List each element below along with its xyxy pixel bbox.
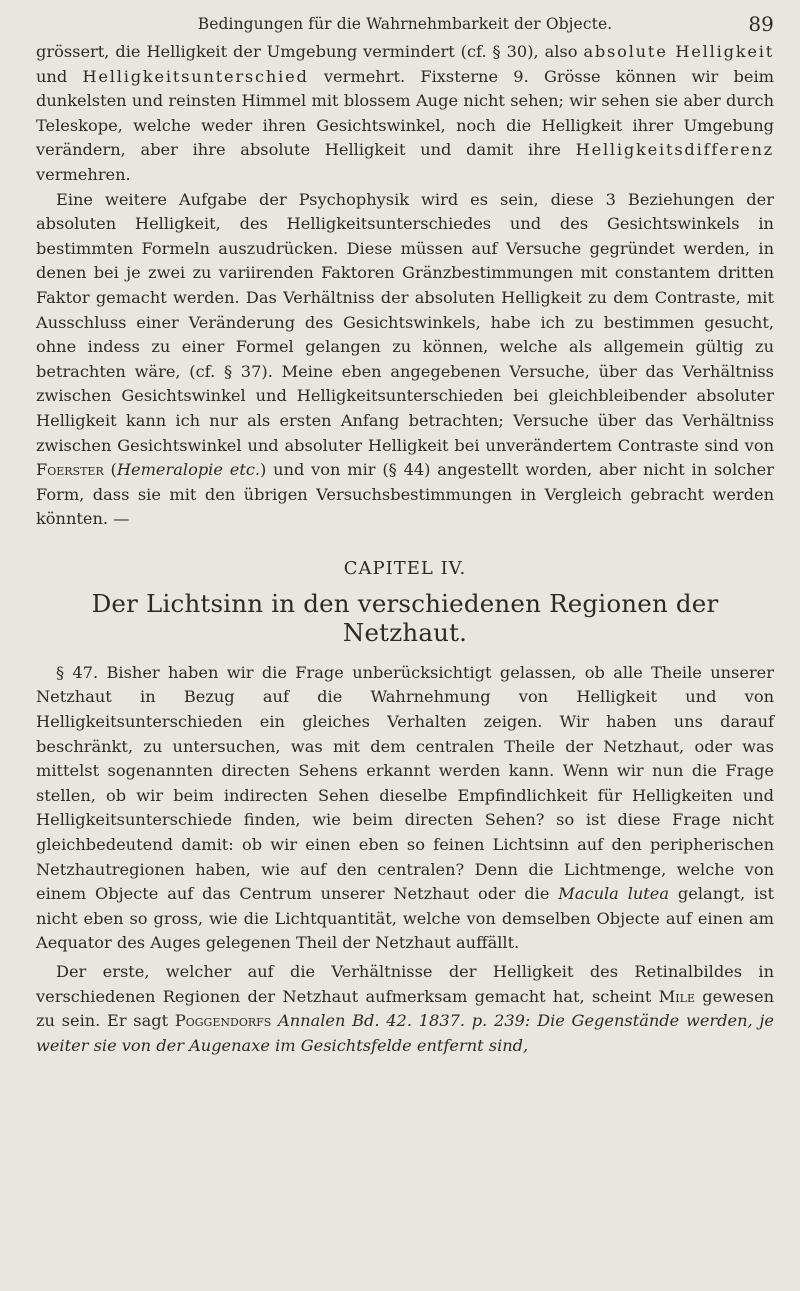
- paragraph-1: [36, 40, 774, 188]
- paragraph-2: [36, 188, 774, 532]
- chapter-heading: CAPITEL IV.: [343, 557, 467, 579]
- page-body: [36, 40, 774, 1058]
- section-title: Der Lichtsinn in den verschiedenen Regionen der Netzhaut.: [91, 588, 719, 647]
- emphasis-absolute-helligkeit: absolute Helligkeit: [583, 42, 774, 61]
- text-run: Eine weitere Aufgabe der Psychophysik wird es sein, diese 3 Beziehungen der absoluten Helligkeit, des Helligkeitsunterschiedes und des Gesichtswinkels in bestimmten Formeln auszudrücken. Diese müssen auf Versuche gegründet werden, in denen bei je zwei zu variirenden Faktoren Gränzbestimmungen mit constantem dritten Faktor gemacht werden. Das Verhältniss der absoluten Helligkeit zu dem Contraste, mit Ausschluss einer Veränderung des Gesichtswinkels, habe ich zu bestimmen gesucht, ohne indess zu einer Formel gelangen zu können, welche als allgemein gültig zu betrachten wäre, (cf. § 37). Meine eben angegebenen Versuche, über das Verhältniss zwischen Gesichtswinkel und Helligkeitsunterschieden bei gleichbleibender absoluter Helligkeit kann ich nur als ersten Anfang betrachten; Versuche über das Verhältniss zwischen Gesichtswinkel und absoluter Helligkeit bei unverändertem Contraste sind von: [36, 189, 774, 455]
- text-run: § 47. Bisher haben wir die Frage unberücksichtigt gelassen, ob alle Theile unserer Netzhaut in Bezug auf die Wahrnehmung von Helligkeit und von Helligkeitsunterschieden ein gleiches Verhalten zeigen. Wir haben uns darauf beschränkt, zu untersuchen, was mit dem centralen Theile der Netzhaut, oder was mittelst sogenannten directen Sehens erkannt werden kann. Wenn wir nun die Frage stellen, ob wir beim indirecten Sehen dieselbe Empfindlichkeit für Helligkeiten und Helligkeitsunterschiede finden, wie beim directen Sehen? so ist diese Frage nicht gleichbedeutend damit: ob wir einen eben so feinen Lichtsinn auf den peripherischen Netzhautregionen haben, wie auf den centralen? Denn die Lichtmenge, welche von einem Objecte auf das Centrum unserer Netzhaut oder die: [36, 662, 774, 904]
- text-run: und: [36, 66, 83, 86]
- paragraph-3: [36, 661, 774, 956]
- text-run: grössert, die Helligkeit der Umgebung vermindert (cf. § 30), also: [36, 42, 584, 61]
- citation-hemeralopie: Hemeralopie etc.: [116, 460, 261, 480]
- citation-annalen: Annalen Bd. 42. 1837. p. 239: Die Gegenstände werden, je weiter sie von der Augenaxe im Gesichtsfelde entfernt sind,: [36, 1011, 774, 1055]
- text-run: gelangt, ist nicht eben so gross, wie die Lichtquantität, welche von demselben Objecte auf einen am Aequator des Auges gelegenen Theil der Netzhaut auffällt.: [36, 884, 774, 953]
- emphasis-helligkeitsunterschied: Helligkeitsunterschied: [82, 66, 309, 86]
- running-head: [36, 8, 774, 40]
- page-number: 89: [748, 12, 774, 36]
- author-mile: Mile: [658, 986, 695, 1006]
- term-macula-lutea: Macula lutea: [558, 884, 670, 904]
- text-run: vermehrt. Fixsterne 9. Grösse können wir beim dunkelsten und reinsten Himmel mit blossem Auge nicht sehen; wir sehen sie aber durch Teleskope, welche weder ihren Gesichtswinkel, noch die Helligkeit ihrer Umgebung verändern, aber ihre absolute Helligkeit und damit ihre: [36, 66, 774, 160]
- text-run: (: [103, 460, 117, 480]
- author-poggendorf: Poggendorfs: [174, 1011, 272, 1031]
- emphasis-helligkeitsdifferenz: Helligkeitsdifferenz: [575, 140, 774, 160]
- text-run: Der erste, welcher auf die Verhältnisse der Helligkeit des Retinalbildes in verschiedenen Regionen der Netzhaut aufmerksam gemacht hat, scheint: [36, 962, 774, 1006]
- text-run: ) und von mir (§ 44) angestellt worden, aber nicht in solcher Form, dass sie mit den übrigen Versuchsbestimmungen in Vergleich gebracht werden könnten. —: [36, 460, 774, 529]
- author-foerster: Foerster: [36, 460, 104, 480]
- paragraph-4: [36, 960, 774, 1058]
- text-run: vermehren.: [36, 164, 131, 184]
- running-title: Bedingungen für die Wahrnehmbarkeit der Objecte.: [197, 15, 613, 33]
- text-run: gewesen zu sein. Er sagt: [36, 986, 774, 1031]
